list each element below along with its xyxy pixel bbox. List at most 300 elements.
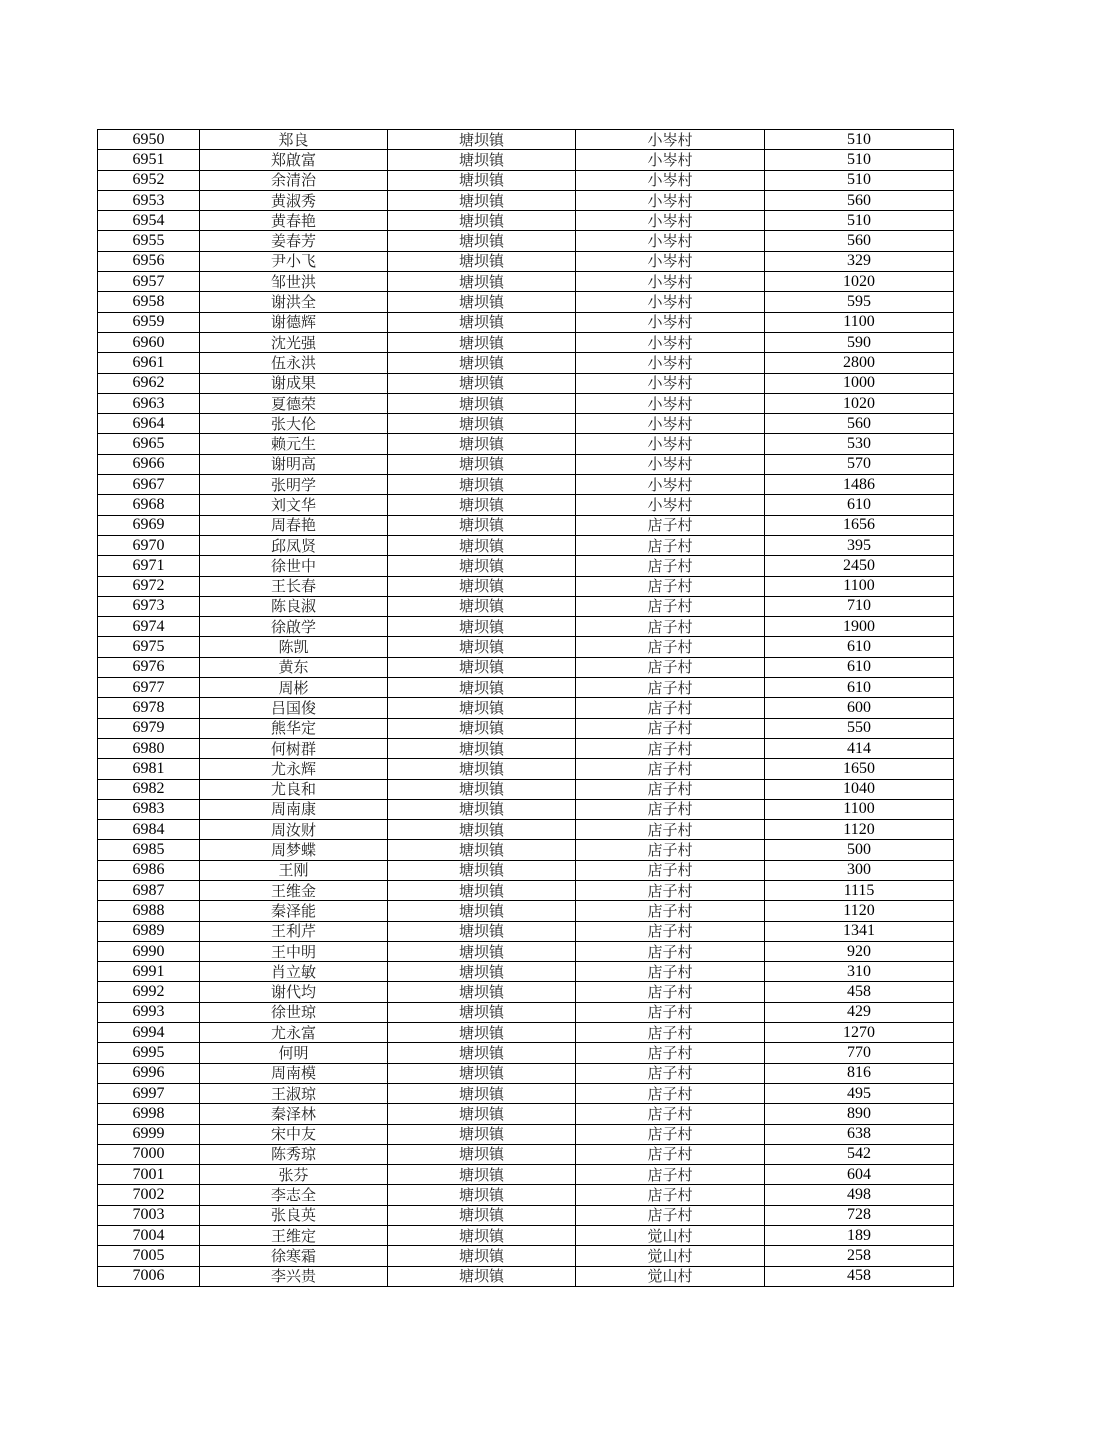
row-number-cell: 6994 xyxy=(98,1023,200,1043)
table-row xyxy=(98,962,954,982)
row-number-cell: 6961 xyxy=(98,353,200,373)
town-cell: 塘坝镇 xyxy=(388,434,576,454)
table-row xyxy=(98,901,954,921)
row-number-cell: 6977 xyxy=(98,678,200,698)
amount-cell: 610 xyxy=(765,657,954,677)
table-row xyxy=(98,535,954,555)
village-cell: 小岑村 xyxy=(576,272,765,292)
town-cell: 塘坝镇 xyxy=(388,596,576,616)
amount-cell: 2450 xyxy=(765,556,954,576)
row-number-cell: 7004 xyxy=(98,1226,200,1246)
amount-cell: 610 xyxy=(765,495,954,515)
town-cell: 塘坝镇 xyxy=(388,637,576,657)
amount-cell: 329 xyxy=(765,251,954,271)
name-cell: 谢代均 xyxy=(200,982,388,1002)
row-number-cell: 6978 xyxy=(98,698,200,718)
row-number-cell: 6970 xyxy=(98,535,200,555)
table-row xyxy=(98,617,954,637)
amount-cell: 610 xyxy=(765,678,954,698)
amount-cell: 510 xyxy=(765,150,954,170)
amount-cell: 590 xyxy=(765,332,954,352)
name-cell: 何树群 xyxy=(200,738,388,758)
town-cell: 塘坝镇 xyxy=(388,272,576,292)
town-cell: 塘坝镇 xyxy=(388,414,576,434)
town-cell: 塘坝镇 xyxy=(388,1124,576,1144)
town-cell: 塘坝镇 xyxy=(388,1104,576,1124)
table-row xyxy=(98,515,954,535)
row-number-cell: 6966 xyxy=(98,454,200,474)
table-row xyxy=(98,820,954,840)
name-cell: 余清治 xyxy=(200,170,388,190)
name-cell: 郑啟富 xyxy=(200,150,388,170)
name-cell: 黄淑秀 xyxy=(200,190,388,210)
name-cell: 王维金 xyxy=(200,880,388,900)
village-cell: 店子村 xyxy=(576,1124,765,1144)
name-cell: 黄春艳 xyxy=(200,211,388,231)
row-number-cell: 6969 xyxy=(98,515,200,535)
row-number-cell: 6964 xyxy=(98,414,200,434)
table-row xyxy=(98,799,954,819)
name-cell: 李兴贵 xyxy=(200,1266,388,1286)
town-cell: 塘坝镇 xyxy=(388,678,576,698)
table-body xyxy=(98,130,954,1287)
amount-cell: 560 xyxy=(765,190,954,210)
town-cell: 塘坝镇 xyxy=(388,130,576,150)
amount-cell: 816 xyxy=(765,1063,954,1083)
table-row xyxy=(98,1185,954,1205)
village-cell: 店子村 xyxy=(576,820,765,840)
village-cell: 小岑村 xyxy=(576,231,765,251)
village-cell: 小岑村 xyxy=(576,475,765,495)
table-row xyxy=(98,1165,954,1185)
name-cell: 王利芹 xyxy=(200,921,388,941)
town-cell: 塘坝镇 xyxy=(388,475,576,495)
name-cell: 郑良 xyxy=(200,130,388,150)
name-cell: 刘文华 xyxy=(200,495,388,515)
row-number-cell: 6996 xyxy=(98,1063,200,1083)
village-cell: 觉山村 xyxy=(576,1226,765,1246)
amount-cell: 1656 xyxy=(765,515,954,535)
town-cell: 塘坝镇 xyxy=(388,1083,576,1103)
name-cell: 张芬 xyxy=(200,1165,388,1185)
row-number-cell: 6960 xyxy=(98,332,200,352)
name-cell: 邱凤贤 xyxy=(200,535,388,555)
table-row xyxy=(98,576,954,596)
name-cell: 徐世琼 xyxy=(200,1002,388,1022)
village-cell: 小岑村 xyxy=(576,454,765,474)
row-number-cell: 6985 xyxy=(98,840,200,860)
name-cell: 王长春 xyxy=(200,576,388,596)
table-row xyxy=(98,272,954,292)
row-number-cell: 6967 xyxy=(98,475,200,495)
village-cell: 小岑村 xyxy=(576,353,765,373)
name-cell: 周南康 xyxy=(200,799,388,819)
row-number-cell: 6989 xyxy=(98,921,200,941)
table-row xyxy=(98,941,954,961)
town-cell: 塘坝镇 xyxy=(388,556,576,576)
name-cell: 邹世洪 xyxy=(200,272,388,292)
table-row xyxy=(98,332,954,352)
town-cell: 塘坝镇 xyxy=(388,698,576,718)
table-row xyxy=(98,312,954,332)
amount-cell: 495 xyxy=(765,1083,954,1103)
amount-cell: 1341 xyxy=(765,921,954,941)
amount-cell: 1650 xyxy=(765,759,954,779)
village-cell: 店子村 xyxy=(576,1185,765,1205)
amount-cell: 498 xyxy=(765,1185,954,1205)
table-row xyxy=(98,1002,954,1022)
village-cell: 小岑村 xyxy=(576,170,765,190)
town-cell: 塘坝镇 xyxy=(388,535,576,555)
amount-cell: 1000 xyxy=(765,373,954,393)
table-row xyxy=(98,718,954,738)
town-cell: 塘坝镇 xyxy=(388,353,576,373)
amount-cell: 458 xyxy=(765,1266,954,1286)
table-row xyxy=(98,921,954,941)
village-cell: 店子村 xyxy=(576,556,765,576)
row-number-cell: 6983 xyxy=(98,799,200,819)
village-cell: 店子村 xyxy=(576,576,765,596)
table-row xyxy=(98,1063,954,1083)
row-number-cell: 7005 xyxy=(98,1246,200,1266)
amount-cell: 510 xyxy=(765,170,954,190)
name-cell: 熊华定 xyxy=(200,718,388,738)
table-row xyxy=(98,840,954,860)
name-cell: 秦泽能 xyxy=(200,901,388,921)
row-number-cell: 6958 xyxy=(98,292,200,312)
table-row xyxy=(98,1144,954,1164)
village-cell: 小岑村 xyxy=(576,130,765,150)
town-cell: 塘坝镇 xyxy=(388,231,576,251)
row-number-cell: 6953 xyxy=(98,190,200,210)
village-cell: 小岑村 xyxy=(576,332,765,352)
village-cell: 店子村 xyxy=(576,738,765,758)
village-cell: 店子村 xyxy=(576,698,765,718)
village-cell: 店子村 xyxy=(576,799,765,819)
row-number-cell: 6990 xyxy=(98,941,200,961)
table-row xyxy=(98,678,954,698)
amount-cell: 710 xyxy=(765,596,954,616)
table-row xyxy=(98,1205,954,1225)
village-cell: 店子村 xyxy=(576,1083,765,1103)
name-cell: 沈光强 xyxy=(200,332,388,352)
town-cell: 塘坝镇 xyxy=(388,1023,576,1043)
town-cell: 塘坝镇 xyxy=(388,901,576,921)
table-row xyxy=(98,170,954,190)
amount-cell: 1040 xyxy=(765,779,954,799)
village-cell: 店子村 xyxy=(576,880,765,900)
amount-cell: 1486 xyxy=(765,475,954,495)
village-cell: 觉山村 xyxy=(576,1246,765,1266)
table-row xyxy=(98,880,954,900)
amount-cell: 1115 xyxy=(765,880,954,900)
row-number-cell: 6988 xyxy=(98,901,200,921)
village-cell: 店子村 xyxy=(576,941,765,961)
row-number-cell: 7003 xyxy=(98,1205,200,1225)
name-cell: 王淑琼 xyxy=(200,1083,388,1103)
town-cell: 塘坝镇 xyxy=(388,962,576,982)
table-row xyxy=(98,130,954,150)
town-cell: 塘坝镇 xyxy=(388,312,576,332)
town-cell: 塘坝镇 xyxy=(388,759,576,779)
town-cell: 塘坝镇 xyxy=(388,170,576,190)
name-cell: 尤永富 xyxy=(200,1023,388,1043)
table-row xyxy=(98,1043,954,1063)
village-cell: 店子村 xyxy=(576,1205,765,1225)
row-number-cell: 6955 xyxy=(98,231,200,251)
name-cell: 张良英 xyxy=(200,1205,388,1225)
amount-cell: 550 xyxy=(765,718,954,738)
village-cell: 小岑村 xyxy=(576,373,765,393)
amount-cell: 570 xyxy=(765,454,954,474)
amount-cell: 560 xyxy=(765,231,954,251)
village-cell: 店子村 xyxy=(576,962,765,982)
name-cell: 谢成果 xyxy=(200,373,388,393)
village-cell: 店子村 xyxy=(576,1063,765,1083)
amount-cell: 1100 xyxy=(765,799,954,819)
row-number-cell: 6982 xyxy=(98,779,200,799)
table-row xyxy=(98,1083,954,1103)
village-cell: 小岑村 xyxy=(576,312,765,332)
name-cell: 王刚 xyxy=(200,860,388,880)
town-cell: 塘坝镇 xyxy=(388,393,576,413)
table-row xyxy=(98,353,954,373)
amount-cell: 920 xyxy=(765,941,954,961)
row-number-cell: 6959 xyxy=(98,312,200,332)
village-cell: 店子村 xyxy=(576,759,765,779)
row-number-cell: 6993 xyxy=(98,1002,200,1022)
amount-cell: 595 xyxy=(765,292,954,312)
amount-cell: 510 xyxy=(765,130,954,150)
row-number-cell: 6980 xyxy=(98,738,200,758)
village-cell: 店子村 xyxy=(576,535,765,555)
town-cell: 塘坝镇 xyxy=(388,1266,576,1286)
table-row xyxy=(98,982,954,1002)
name-cell: 何明 xyxy=(200,1043,388,1063)
town-cell: 塘坝镇 xyxy=(388,1043,576,1063)
row-number-cell: 6951 xyxy=(98,150,200,170)
amount-cell: 1270 xyxy=(765,1023,954,1043)
town-cell: 塘坝镇 xyxy=(388,1063,576,1083)
name-cell: 伍永洪 xyxy=(200,353,388,373)
row-number-cell: 6973 xyxy=(98,596,200,616)
name-cell: 王维定 xyxy=(200,1226,388,1246)
name-cell: 陈秀琼 xyxy=(200,1144,388,1164)
name-cell: 周彬 xyxy=(200,678,388,698)
name-cell: 周春艳 xyxy=(200,515,388,535)
table-row xyxy=(98,1023,954,1043)
row-number-cell: 6971 xyxy=(98,556,200,576)
table-row xyxy=(98,434,954,454)
village-cell: 小岑村 xyxy=(576,190,765,210)
village-cell: 店子村 xyxy=(576,718,765,738)
name-cell: 宋中友 xyxy=(200,1124,388,1144)
amount-cell: 1020 xyxy=(765,272,954,292)
village-cell: 店子村 xyxy=(576,982,765,1002)
name-cell: 吕国俊 xyxy=(200,698,388,718)
amount-cell: 429 xyxy=(765,1002,954,1022)
data-table xyxy=(97,129,954,1287)
town-cell: 塘坝镇 xyxy=(388,190,576,210)
village-cell: 店子村 xyxy=(576,860,765,880)
village-cell: 小岑村 xyxy=(576,393,765,413)
village-cell: 小岑村 xyxy=(576,211,765,231)
amount-cell: 258 xyxy=(765,1246,954,1266)
town-cell: 塘坝镇 xyxy=(388,576,576,596)
village-cell: 小岑村 xyxy=(576,251,765,271)
town-cell: 塘坝镇 xyxy=(388,982,576,1002)
row-number-cell: 6981 xyxy=(98,759,200,779)
table-row xyxy=(98,698,954,718)
amount-cell: 395 xyxy=(765,535,954,555)
village-cell: 店子村 xyxy=(576,515,765,535)
name-cell: 秦泽林 xyxy=(200,1104,388,1124)
amount-cell: 510 xyxy=(765,211,954,231)
village-cell: 小岑村 xyxy=(576,292,765,312)
row-number-cell: 6984 xyxy=(98,820,200,840)
row-number-cell: 6986 xyxy=(98,860,200,880)
name-cell: 夏德荣 xyxy=(200,393,388,413)
table-row xyxy=(98,292,954,312)
amount-cell: 189 xyxy=(765,1226,954,1246)
village-cell: 店子村 xyxy=(576,617,765,637)
table-row xyxy=(98,556,954,576)
town-cell: 塘坝镇 xyxy=(388,840,576,860)
amount-cell: 1900 xyxy=(765,617,954,637)
amount-cell: 1100 xyxy=(765,312,954,332)
table-row xyxy=(98,637,954,657)
row-number-cell: 6956 xyxy=(98,251,200,271)
name-cell: 陈凯 xyxy=(200,637,388,657)
village-cell: 小岑村 xyxy=(576,434,765,454)
row-number-cell: 6992 xyxy=(98,982,200,1002)
town-cell: 塘坝镇 xyxy=(388,1144,576,1164)
table-row xyxy=(98,1246,954,1266)
amount-cell: 500 xyxy=(765,840,954,860)
town-cell: 塘坝镇 xyxy=(388,1246,576,1266)
table-row xyxy=(98,1124,954,1144)
name-cell: 张大伦 xyxy=(200,414,388,434)
amount-cell: 300 xyxy=(765,860,954,880)
row-number-cell: 6972 xyxy=(98,576,200,596)
row-number-cell: 6952 xyxy=(98,170,200,190)
row-number-cell: 6997 xyxy=(98,1083,200,1103)
table-row xyxy=(98,211,954,231)
amount-cell: 638 xyxy=(765,1124,954,1144)
town-cell: 塘坝镇 xyxy=(388,921,576,941)
table-row xyxy=(98,759,954,779)
name-cell: 谢洪全 xyxy=(200,292,388,312)
village-cell: 店子村 xyxy=(576,637,765,657)
town-cell: 塘坝镇 xyxy=(388,150,576,170)
table-row xyxy=(98,596,954,616)
name-cell: 徐寒霜 xyxy=(200,1246,388,1266)
name-cell: 姜春芳 xyxy=(200,231,388,251)
row-number-cell: 6962 xyxy=(98,373,200,393)
table-row xyxy=(98,414,954,434)
row-number-cell: 6991 xyxy=(98,962,200,982)
town-cell: 塘坝镇 xyxy=(388,718,576,738)
town-cell: 塘坝镇 xyxy=(388,251,576,271)
table-row xyxy=(98,475,954,495)
name-cell: 徐啟学 xyxy=(200,617,388,637)
village-cell: 店子村 xyxy=(576,1165,765,1185)
town-cell: 塘坝镇 xyxy=(388,454,576,474)
table-row xyxy=(98,779,954,799)
row-number-cell: 6965 xyxy=(98,434,200,454)
amount-cell: 1120 xyxy=(765,820,954,840)
town-cell: 塘坝镇 xyxy=(388,332,576,352)
village-cell: 店子村 xyxy=(576,678,765,698)
amount-cell: 890 xyxy=(765,1104,954,1124)
amount-cell: 530 xyxy=(765,434,954,454)
town-cell: 塘坝镇 xyxy=(388,1205,576,1225)
row-number-cell: 6957 xyxy=(98,272,200,292)
name-cell: 黄东 xyxy=(200,657,388,677)
village-cell: 店子村 xyxy=(576,1002,765,1022)
village-cell: 小岑村 xyxy=(576,495,765,515)
town-cell: 塘坝镇 xyxy=(388,617,576,637)
name-cell: 周南模 xyxy=(200,1063,388,1083)
amount-cell: 728 xyxy=(765,1205,954,1225)
town-cell: 塘坝镇 xyxy=(388,941,576,961)
table-row xyxy=(98,1104,954,1124)
table-row xyxy=(98,251,954,271)
amount-cell: 600 xyxy=(765,698,954,718)
amount-cell: 1120 xyxy=(765,901,954,921)
table-row xyxy=(98,738,954,758)
village-cell: 店子村 xyxy=(576,921,765,941)
row-number-cell: 6999 xyxy=(98,1124,200,1144)
village-cell: 店子村 xyxy=(576,1043,765,1063)
row-number-cell: 6987 xyxy=(98,880,200,900)
name-cell: 尤永辉 xyxy=(200,759,388,779)
village-cell: 觉山村 xyxy=(576,1266,765,1286)
amount-cell: 560 xyxy=(765,414,954,434)
row-number-cell: 6975 xyxy=(98,637,200,657)
town-cell: 塘坝镇 xyxy=(388,495,576,515)
table-row xyxy=(98,657,954,677)
row-number-cell: 6976 xyxy=(98,657,200,677)
amount-cell: 414 xyxy=(765,738,954,758)
amount-cell: 610 xyxy=(765,637,954,657)
name-cell: 赖元生 xyxy=(200,434,388,454)
town-cell: 塘坝镇 xyxy=(388,1002,576,1022)
amount-cell: 310 xyxy=(765,962,954,982)
name-cell: 王中明 xyxy=(200,941,388,961)
town-cell: 塘坝镇 xyxy=(388,373,576,393)
town-cell: 塘坝镇 xyxy=(388,799,576,819)
village-cell: 店子村 xyxy=(576,1023,765,1043)
town-cell: 塘坝镇 xyxy=(388,1185,576,1205)
row-number-cell: 6998 xyxy=(98,1104,200,1124)
village-cell: 店子村 xyxy=(576,1104,765,1124)
row-number-cell: 6979 xyxy=(98,718,200,738)
village-cell: 店子村 xyxy=(576,1144,765,1164)
amount-cell: 458 xyxy=(765,982,954,1002)
row-number-cell: 6963 xyxy=(98,393,200,413)
village-cell: 店子村 xyxy=(576,657,765,677)
town-cell: 塘坝镇 xyxy=(388,1165,576,1185)
name-cell: 周梦蝶 xyxy=(200,840,388,860)
table-row xyxy=(98,495,954,515)
table-row xyxy=(98,190,954,210)
row-number-cell: 6954 xyxy=(98,211,200,231)
row-number-cell: 7000 xyxy=(98,1144,200,1164)
village-cell: 店子村 xyxy=(576,596,765,616)
table-row xyxy=(98,1226,954,1246)
row-number-cell: 7006 xyxy=(98,1266,200,1286)
